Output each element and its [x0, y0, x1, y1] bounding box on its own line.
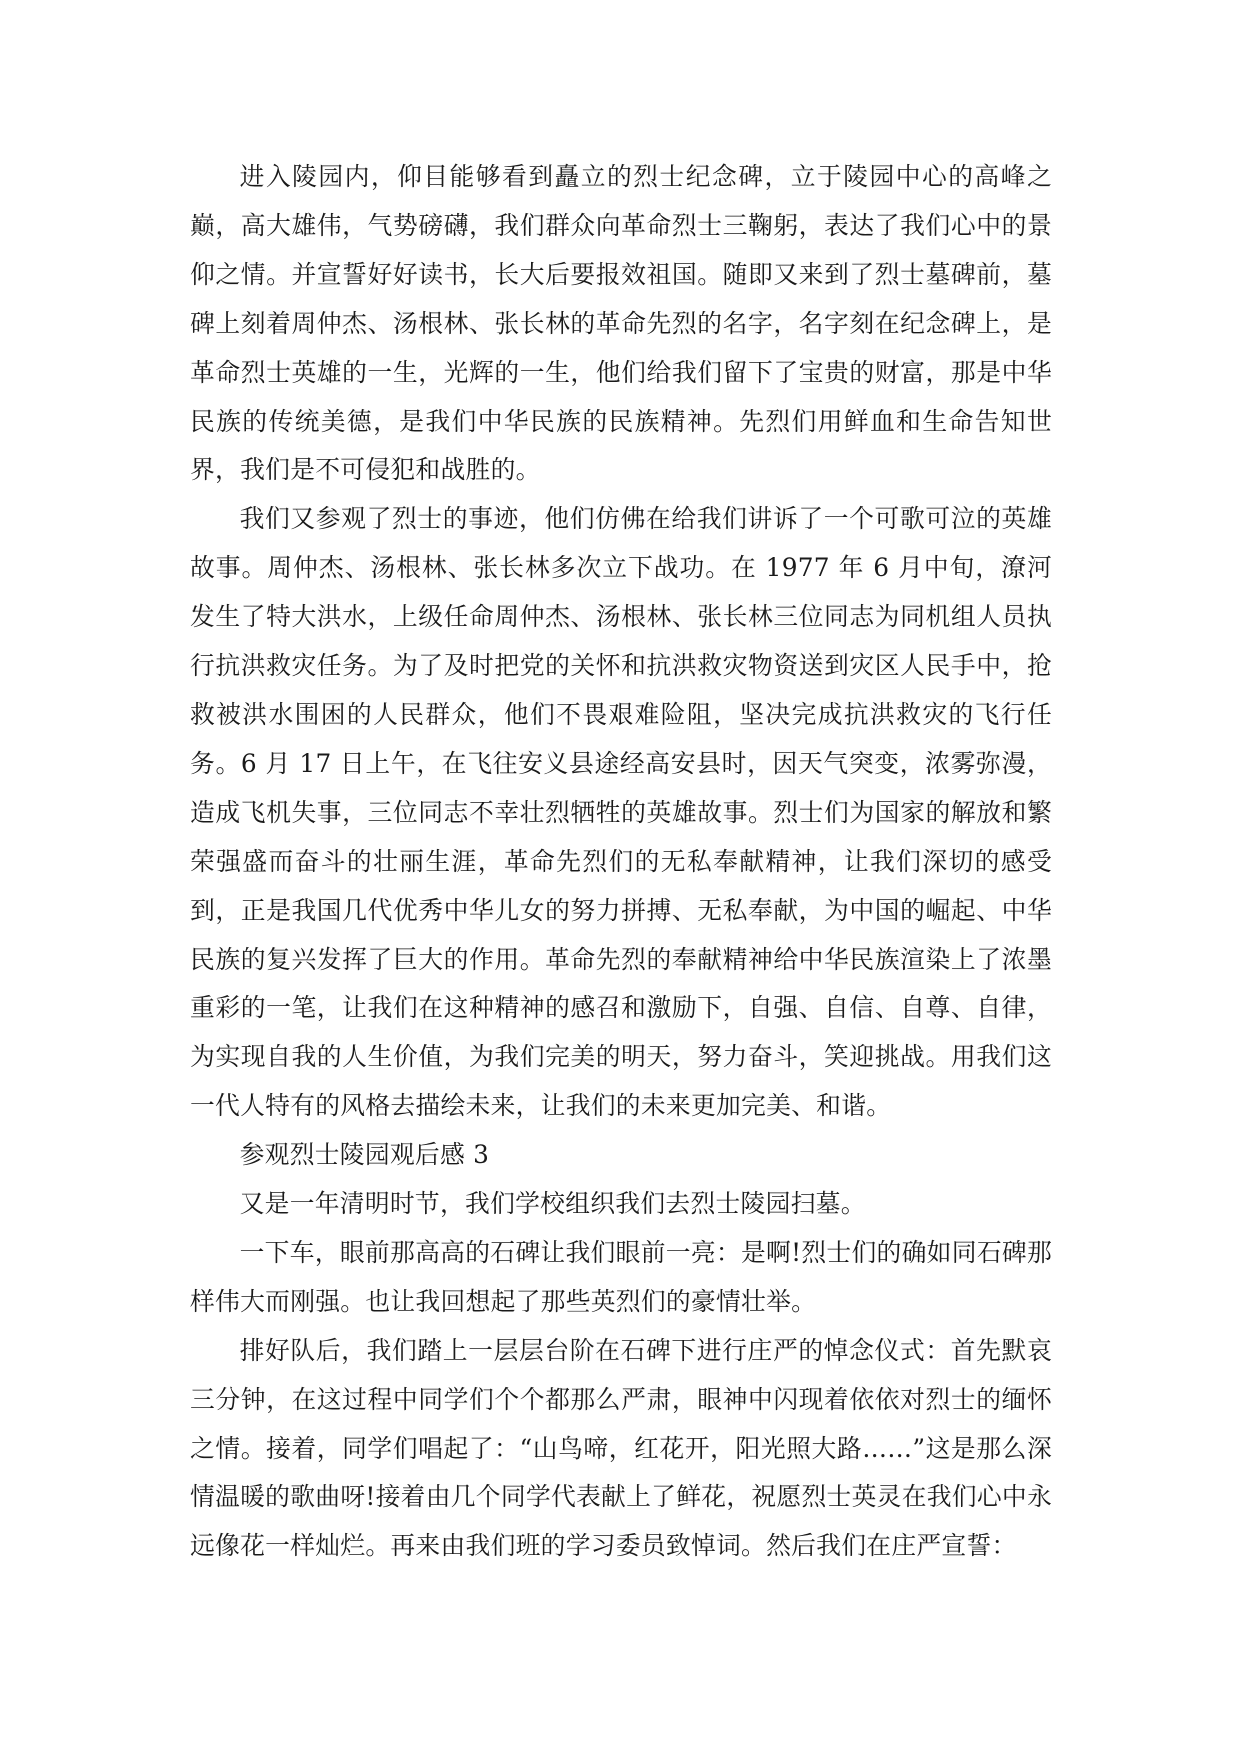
paragraph-memorial-ceremony: 排好队后，我们踏上一层层台阶在石碑下进行庄严的悼念仪式：首先默哀三分钟，在这过程中同学们个个都那么严肃，眼神中闪现着依依对烈士的缅怀之情。接着，同学们唱起了：“山鸟啼，红花开，阳光照大路……”这是那么深情温暖的歌曲呀!接着由几个同学代表献上了鲜花，祝愿烈士英灵在我们心中永远像花一样灿烂。再来由我们班的学习委员致悼词。然后我们在庄严宣誓：: [190, 1335, 1052, 1561]
paragraph-qingming-visit: 又是一年清明时节，我们学校组织我们去烈士陵园扫墓。: [239, 1189, 866, 1219]
paragraph-cemetery-monument: 进入陵园内，仰目能够看到矗立的烈士纪念碑，立于陵园中心的高峰之巅，高大雄伟，气势磅礴，我们群众向革命烈士三鞠躬，表达了我们心中的景仰之情。并宣誓好好读书，长大后要报效祖国。随即又来到了烈士墓碑前，墓碑上刻着周仲杰、汤根林、张长林的革命先烈的名字，名字刻在纪念碑上，是革命烈士英雄的一生，光辉的一生，他们给我们留下了宝贵的财富，那是中华民族的传统美德，是我们中华民族的民族精神。先烈们用鲜血和生命告知世界，我们是不可侵犯和战胜的。: [190, 162, 1052, 485]
section-heading: 参观烈士陵园观后感 3: [239, 1140, 490, 1170]
paragraph-stone-tablet: 一下车，眼前那高高的石碑让我们眼前一亮：是啊!烈士们的确如同石碑那样伟大而刚强。也让我回想起了那些英烈们的豪情壮举。: [190, 1237, 1052, 1316]
document-body: [190, 153, 1052, 1571]
paragraph-martyrs-story: 我们又参观了烈士的事迹，他们仿佛在给我们讲诉了一个可歌可泣的英雄故事。周仲杰、汤根林、张长林多次立下战功。在 1977 年 6 月中旬，潦河发生了特大洪水，上级任命周仲杰、汤根林、张长林三位同志为同机组人员执行抗洪救灾任务。为了及时把党的关怀和抗洪救灾物资送到灾区人民手中，抢救被洪水围困的人民群众，他们不畏艰难险阻，坚决完成抗洪救灾的飞行任务。6 月 17 日上午，在飞往安义县途经高安县时，因天气突变，浓雾弥漫，造成飞机失事，三位同志不幸壮烈牺牲的英雄故事。烈士们为国家的解放和繁荣强盛而奋斗的壮丽生涯，革命先烈们的无私奉献精神，让我们深切的感受到，正是我国几代优秀中华儿女的努力拼搏、无私奉献，为中国的崛起、中华民族的复兴发挥了巨大的作用。革命先烈的奉献精神给中华民族渲染上了浓墨重彩的一笔，让我们在这种精神的感召和激励下，自强、自信、自尊、自律，为实现自我的人生价值，为我们完美的明天，努力奋斗，笑迎挑战。用我们这一代人特有的风格去描绘未来，让我们的未来更加完美、和谐。: [190, 504, 1052, 1121]
